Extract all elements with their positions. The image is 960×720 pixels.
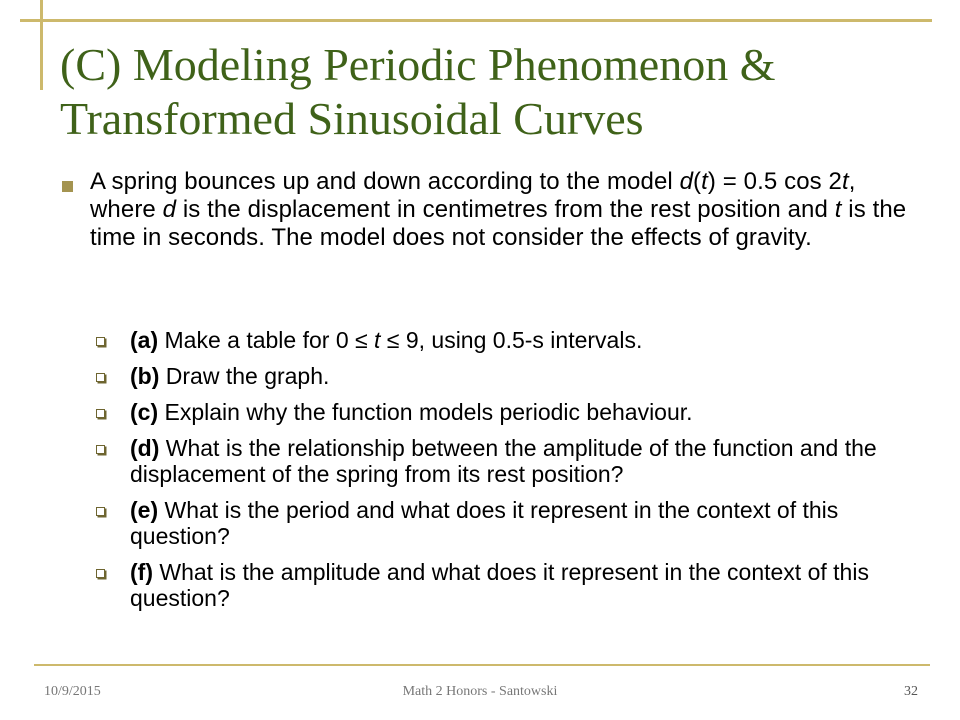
sub-question-a	[96, 327, 916, 353]
sub-question-text: What is the amplitude and what does it represent in the context of this question?	[130, 559, 869, 611]
bullet-text-part: , where	[90, 168, 856, 223]
bullet-square-icon	[62, 181, 73, 192]
checkbox-bullet-icon	[96, 507, 105, 516]
var-t: t	[834, 196, 842, 223]
var-t: t	[701, 168, 708, 195]
checkbox-bullet-icon	[96, 569, 105, 578]
main-bullet-text	[90, 168, 910, 252]
sub-question-label: (f)	[130, 559, 153, 585]
checkbox-bullet-icon	[96, 445, 105, 454]
var-t: t	[841, 168, 849, 195]
sub-question-label: (c)	[130, 399, 159, 425]
bullet-text-part: is the displacement in centimetres from the rest position and	[176, 196, 835, 223]
bullet-text-part: (	[693, 168, 702, 195]
checkbox-bullet-icon	[96, 373, 105, 382]
sub-question-text: What is the period and what does it represent in the context of this question?	[130, 497, 839, 549]
sub-question-label: (a)	[130, 327, 159, 353]
sub-question-c	[96, 399, 916, 425]
sub-question-text: Draw the graph.	[159, 363, 330, 389]
sub-question-text: Explain why the function models periodic behaviour.	[158, 399, 693, 425]
left-border-line	[40, 0, 43, 90]
bullet-text-part: is the time in seconds. The model does not consider the effects of gravity.	[90, 196, 907, 251]
footer-title: Math 2 Honors - Santowski	[402, 684, 558, 699]
sub-question-text: ≤ 9, using 0.5-s intervals.	[380, 327, 643, 353]
checkbox-bullet-icon	[96, 409, 105, 418]
slide-title: (C) Modeling Periodic Phenomenon & Transformed Sinusoidal Curves	[60, 39, 776, 144]
var-d: d	[162, 196, 177, 223]
sub-question-e	[96, 497, 916, 549]
page-number: 32	[904, 684, 918, 699]
top-border-line	[20, 19, 932, 22]
var-d: d	[679, 168, 694, 195]
sub-question-f	[96, 559, 916, 611]
sub-question-b	[96, 363, 916, 389]
sub-question-text: What is the relationship between the amplitude of the function and the displacement of the spring from its rest position?	[130, 435, 877, 487]
bullet-text-part: A spring bounces up and down according to the model	[90, 168, 680, 195]
var-t: t	[374, 327, 381, 353]
sub-question-label: (b)	[130, 363, 160, 389]
sub-question-label: (e)	[130, 497, 159, 523]
footer-date: 10/9/2015	[44, 684, 101, 699]
sub-question-list	[96, 327, 916, 621]
sub-question-text: Make a table for 0 ≤	[158, 327, 375, 353]
bullet-text-part: ) = 0.5 cos 2	[707, 168, 842, 195]
checkbox-bullet-icon	[96, 337, 105, 346]
bottom-border-line	[34, 664, 930, 666]
sub-question-label: (d)	[130, 435, 160, 461]
sub-question-d	[96, 435, 916, 487]
